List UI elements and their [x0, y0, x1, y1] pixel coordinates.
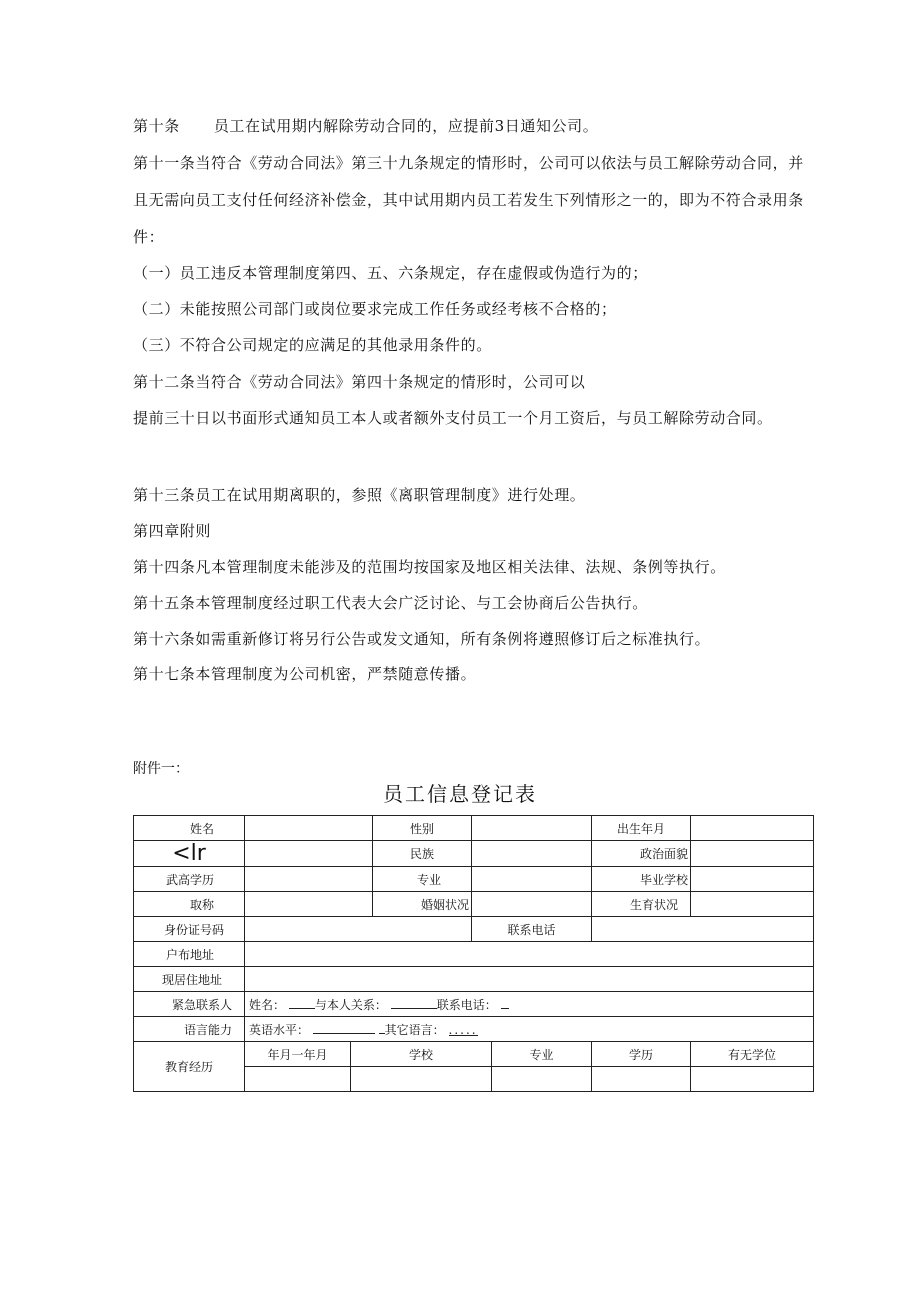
- edu-period-field[interactable]: [245, 1067, 351, 1092]
- marital-field[interactable]: [472, 892, 592, 917]
- fertility-label: 生育状况: [592, 892, 691, 917]
- edu-col-school: 学校: [351, 1042, 492, 1067]
- form-row-edu-header: [134, 1042, 814, 1067]
- form-row-education: [134, 867, 814, 892]
- emergency-name-label: 姓名：: [249, 997, 286, 1012]
- article-11-item-1: （一）员工违反本管理制度第四、五、六条规定，存在虚假或伪造行为的；: [133, 264, 648, 282]
- form-row-address: [134, 967, 814, 992]
- article-12-line-2: 提前三十日以书面形式通知员工本人或者额外支付员工一个月工资后，与员工解除劳动合同。: [133, 409, 773, 427]
- emergency-field[interactable]: [245, 992, 814, 1017]
- article-12-line-1: 第十二条当符合《劳动合同法》第四十条规定的情形时，公司可以: [133, 373, 586, 391]
- form-row-ethnicity: [134, 841, 814, 867]
- fertility-field[interactable]: [691, 892, 814, 917]
- form-row-title-rank: [134, 892, 814, 917]
- edu-degree-level-field[interactable]: [592, 1067, 691, 1092]
- article-15: 第十五条本管理制度经过职工代表大会广泛讨论、与工会协商后公告执行。: [133, 594, 648, 612]
- emergency-phone-blank[interactable]: [501, 996, 509, 1009]
- form-row-emergency: [134, 992, 814, 1017]
- article-13: 第十三条员工在试用期离职的，参照《离职管理制度》进行处理。: [133, 486, 586, 504]
- emergency-label: 紧急联系人: [134, 992, 245, 1017]
- article-14: 第十四条凡本管理制度未能涉及的范围均按国家及地区相关法律、法规、条例等执行。: [133, 558, 726, 576]
- major-field[interactable]: [472, 867, 592, 892]
- birth-field[interactable]: [691, 816, 814, 841]
- employee-info-form: [133, 815, 814, 1092]
- education-label: 武高学历: [134, 867, 245, 892]
- article-17: 第十七条本管理制度为公司机密，严禁随意传播。: [133, 665, 477, 683]
- annex-label: 附件一：: [133, 761, 189, 777]
- article-16: 第十六条如需重新修订将另行公告或发文通知，所有条例将遵照修订后之标准执行。: [133, 630, 711, 648]
- article-11-item-3: （三）不符合公司规定的应满足的其他录用条件的。: [133, 336, 492, 354]
- edu-school-field[interactable]: [351, 1067, 492, 1092]
- name-label: 姓名: [134, 816, 245, 841]
- hukou-field[interactable]: [245, 942, 814, 967]
- education-field[interactable]: [245, 867, 373, 892]
- marital-label: 婚姻状况: [373, 892, 472, 917]
- edu-major-field[interactable]: [492, 1067, 592, 1092]
- school-field[interactable]: [691, 867, 814, 892]
- form-row-language: [134, 1017, 814, 1042]
- edu-col-major: 专业: [492, 1042, 592, 1067]
- phone-field[interactable]: [592, 917, 814, 942]
- photo-mark: <lr: [134, 841, 245, 867]
- photo-mark-field[interactable]: [245, 841, 373, 867]
- language-label: 语言能力: [134, 1017, 245, 1042]
- birth-label: 出生年月: [592, 816, 691, 841]
- article-10: [133, 108, 818, 145]
- emergency-name-blank[interactable]: [289, 996, 315, 1009]
- political-field[interactable]: [691, 841, 814, 867]
- school-label: 毕业学校: [592, 867, 691, 892]
- emergency-phone-label: 联系电话：: [436, 997, 497, 1012]
- name-field[interactable]: [245, 816, 373, 841]
- article-11: 第十一条当符合《劳动合同法》第三十九条规定的情形时，公司可以依法与员工解除劳动合同，并且无需向员工支付任何经济补偿金，其中试用期内员工若发生下列情形之一的，即为不符合录用条件：: [133, 154, 804, 246]
- english-level-label: 英语水平：: [249, 1022, 310, 1037]
- article-10-number: 第十条: [133, 117, 180, 135]
- emergency-relation-blank[interactable]: [391, 996, 437, 1009]
- form-row-name: [134, 816, 814, 841]
- address-field[interactable]: [245, 967, 814, 992]
- title-rank-field[interactable]: [245, 892, 373, 917]
- form-title: 员工信息登记表: [383, 782, 537, 806]
- gender-label: 性别: [373, 816, 472, 841]
- address-label: 现居住地址: [134, 967, 245, 992]
- ethnicity-label: 民族: [373, 841, 472, 867]
- other-lang-blank[interactable]: .....: [448, 1022, 478, 1037]
- major-label: 专业: [373, 867, 472, 892]
- id-number-label: 身份证号码: [134, 917, 245, 942]
- article-10-text: 员工在试用期内解除劳动合同的，应提前3日通知公司。: [213, 117, 599, 135]
- edu-col-has-degree: 有无学位: [691, 1042, 814, 1067]
- edu-col-degree-level: 学历: [592, 1042, 691, 1067]
- language-field[interactable]: [245, 1017, 814, 1042]
- edu-history-label: 教育经历: [134, 1042, 245, 1092]
- edu-col-period: 年月一年月: [245, 1042, 351, 1067]
- chapter-4-heading: 第四章附则: [133, 522, 212, 540]
- title-rank-label: 取称: [134, 892, 245, 917]
- form-row-id: [134, 917, 814, 942]
- edu-has-degree-field[interactable]: [691, 1067, 814, 1092]
- ethnicity-field[interactable]: [472, 841, 592, 867]
- english-level-blank[interactable]: [313, 1021, 375, 1034]
- other-lang-label: 其它语言：: [384, 1022, 445, 1037]
- gender-field[interactable]: [472, 816, 592, 841]
- political-label: 政治面貌: [592, 841, 691, 867]
- article-11-item-2: （二）未能按照公司部门或岗位要求完成工作任务或经考核不合格的；: [133, 300, 617, 318]
- form-row-hukou: [134, 942, 814, 967]
- hukou-label: 户布地址: [134, 942, 245, 967]
- phone-label: 联系电话: [472, 917, 592, 942]
- emergency-relation-label: 与本人关系：: [314, 997, 387, 1012]
- id-number-field[interactable]: [245, 917, 472, 942]
